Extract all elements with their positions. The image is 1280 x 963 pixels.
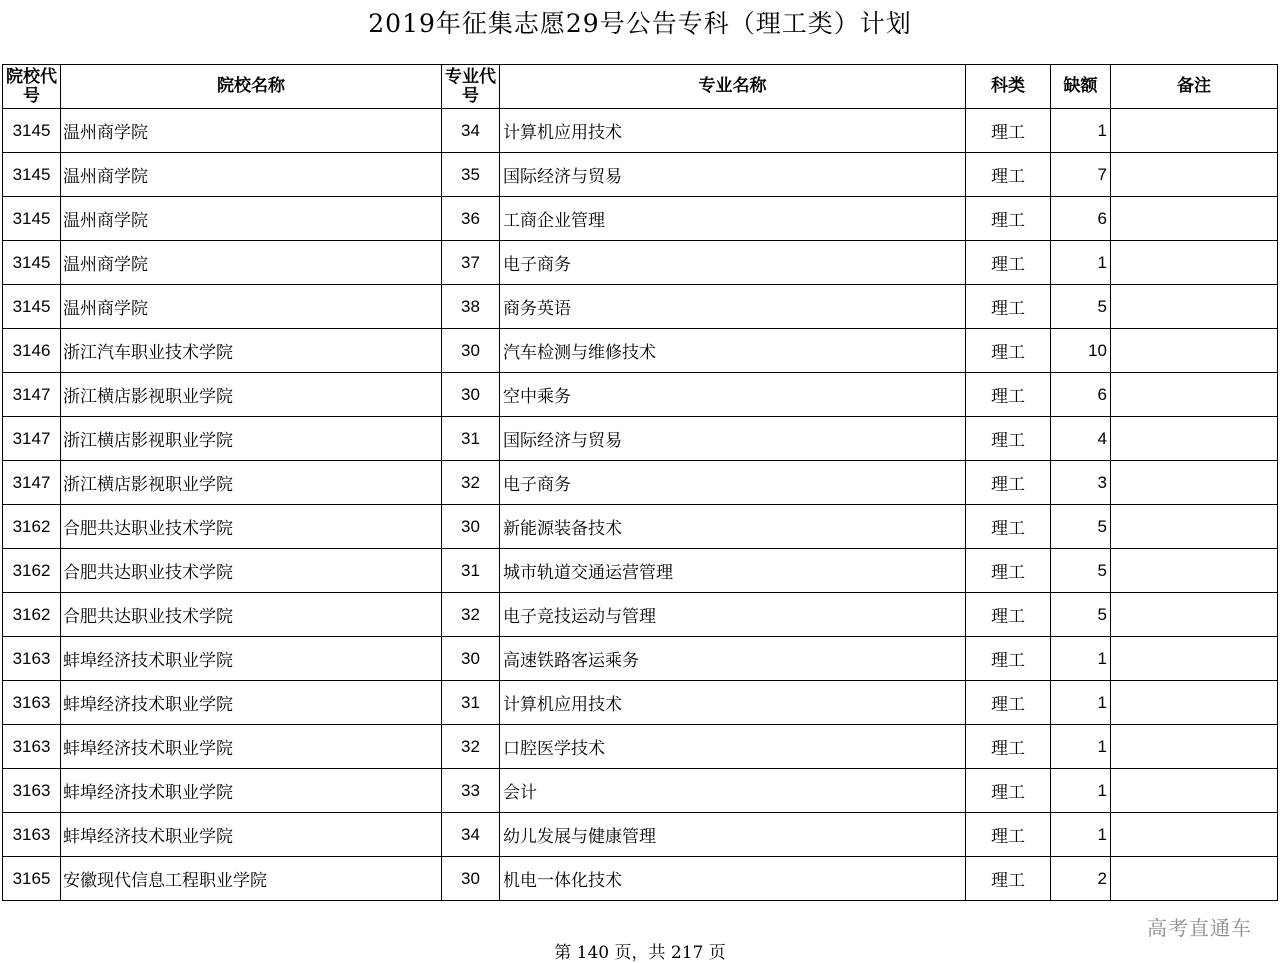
cell-school-name: 蚌埠经济技术职业学院: [61, 813, 442, 857]
cell-note: [1111, 725, 1278, 769]
cell-quota: 6: [1051, 197, 1111, 241]
cell-major-code: 30: [442, 329, 500, 373]
table-row: [3, 417, 1278, 461]
cell-quota: 1: [1051, 813, 1111, 857]
cell-school-code: 3147: [3, 461, 61, 505]
watermark-text: 高考直通车: [1147, 916, 1252, 940]
table-row: [3, 197, 1278, 241]
table-row: [3, 681, 1278, 725]
table-row: [3, 769, 1278, 813]
cell-school-code: 3147: [3, 417, 61, 461]
cell-major-code: 31: [442, 417, 500, 461]
cell-major-name: 电子商务: [500, 461, 966, 505]
cell-note: [1111, 549, 1278, 593]
cell-category: 理工: [966, 857, 1051, 901]
cell-major-name: 口腔医学技术: [500, 725, 966, 769]
cell-school-code: 3163: [3, 769, 61, 813]
cell-major-name: 城市轨道交通运营管理: [500, 549, 966, 593]
cell-school-name: 合肥共达职业技术学院: [61, 593, 442, 637]
cell-quota: 1: [1051, 637, 1111, 681]
cell-major-code: 33: [442, 769, 500, 813]
cell-note: [1111, 285, 1278, 329]
header-school-name: 院校名称: [61, 65, 442, 109]
cell-note: [1111, 637, 1278, 681]
cell-note: [1111, 329, 1278, 373]
table-row: [3, 329, 1278, 373]
cell-school-name: 蚌埠经济技术职业学院: [61, 681, 442, 725]
cell-school-name: 温州商学院: [61, 153, 442, 197]
cell-note: [1111, 417, 1278, 461]
cell-school-name: 合肥共达职业技术学院: [61, 549, 442, 593]
cell-major-code: 36: [442, 197, 500, 241]
cell-category: 理工: [966, 461, 1051, 505]
cell-note: [1111, 153, 1278, 197]
cell-category: 理工: [966, 241, 1051, 285]
cell-school-code: 3145: [3, 241, 61, 285]
table-row: [3, 505, 1278, 549]
cell-major-code: 30: [442, 505, 500, 549]
cell-major-code: 38: [442, 285, 500, 329]
table-row: [3, 593, 1278, 637]
cell-school-code: 3145: [3, 109, 61, 153]
cell-note: [1111, 109, 1278, 153]
table-row: [3, 285, 1278, 329]
cell-major-name: 会计: [500, 769, 966, 813]
cell-school-name: 温州商学院: [61, 285, 442, 329]
cell-major-code: 31: [442, 549, 500, 593]
table-row: [3, 109, 1278, 153]
cell-school-name: 浙江横店影视职业学院: [61, 373, 442, 417]
cell-major-code: 32: [442, 725, 500, 769]
table-header-row: [3, 65, 1278, 109]
page-title: 2019年征集志愿29号公告专科（理工类）计划: [368, 9, 912, 38]
cell-major-name: 新能源装备技术: [500, 505, 966, 549]
cell-school-name: 蚌埠经济技术职业学院: [61, 637, 442, 681]
cell-major-name: 计算机应用技术: [500, 681, 966, 725]
cell-school-code: 3145: [3, 197, 61, 241]
cell-category: 理工: [966, 681, 1051, 725]
cell-major-name: 工商企业管理: [500, 197, 966, 241]
cell-school-name: 合肥共达职业技术学院: [61, 505, 442, 549]
table-row: [3, 241, 1278, 285]
cell-category: 理工: [966, 637, 1051, 681]
cell-major-code: 31: [442, 681, 500, 725]
cell-note: [1111, 857, 1278, 901]
cell-school-name: 浙江汽车职业技术学院: [61, 329, 442, 373]
cell-major-name: 机电一体化技术: [500, 857, 966, 901]
header-quota: 缺额: [1051, 65, 1111, 109]
cell-quota: 3: [1051, 461, 1111, 505]
cell-major-name: 空中乘务: [500, 373, 966, 417]
table-row: [3, 549, 1278, 593]
cell-category: 理工: [966, 593, 1051, 637]
cell-major-name: 电子竞技运动与管理: [500, 593, 966, 637]
cell-major-name: 汽车检测与维修技术: [500, 329, 966, 373]
cell-school-name: 温州商学院: [61, 197, 442, 241]
cell-note: [1111, 769, 1278, 813]
table-row: [3, 373, 1278, 417]
cell-category: 理工: [966, 329, 1051, 373]
cell-school-code: 3163: [3, 813, 61, 857]
header-major-code: 专业代号: [442, 65, 500, 109]
cell-quota: 5: [1051, 505, 1111, 549]
cell-school-name: 蚌埠经济技术职业学院: [61, 769, 442, 813]
cell-quota: 5: [1051, 549, 1111, 593]
header-note: 备注: [1111, 65, 1278, 109]
cell-major-code: 34: [442, 813, 500, 857]
cell-note: [1111, 373, 1278, 417]
cell-quota: 10: [1051, 329, 1111, 373]
table-row: [3, 461, 1278, 505]
cell-note: [1111, 681, 1278, 725]
cell-major-code: 35: [442, 153, 500, 197]
plan-table: [2, 64, 1278, 901]
cell-school-code: 3145: [3, 153, 61, 197]
cell-major-name: 电子商务: [500, 241, 966, 285]
cell-major-code: 30: [442, 857, 500, 901]
cell-major-name: 计算机应用技术: [500, 109, 966, 153]
cell-major-name: 国际经济与贸易: [500, 153, 966, 197]
cell-quota: 1: [1051, 769, 1111, 813]
cell-school-code: 3162: [3, 549, 61, 593]
cell-school-code: 3162: [3, 593, 61, 637]
cell-major-code: 32: [442, 461, 500, 505]
cell-quota: 4: [1051, 417, 1111, 461]
table-row: [3, 857, 1278, 901]
cell-category: 理工: [966, 109, 1051, 153]
cell-category: 理工: [966, 197, 1051, 241]
cell-category: 理工: [966, 285, 1051, 329]
header-school-code: 院校代号: [3, 65, 61, 109]
cell-major-code: 30: [442, 373, 500, 417]
cell-school-code: 3163: [3, 725, 61, 769]
cell-quota: 7: [1051, 153, 1111, 197]
cell-quota: 1: [1051, 241, 1111, 285]
cell-school-code: 3145: [3, 285, 61, 329]
header-major-name: 专业名称: [500, 65, 966, 109]
cell-school-code: 3146: [3, 329, 61, 373]
cell-note: [1111, 593, 1278, 637]
cell-category: 理工: [966, 813, 1051, 857]
cell-quota: 1: [1051, 681, 1111, 725]
cell-note: [1111, 505, 1278, 549]
cell-category: 理工: [966, 153, 1051, 197]
table-row: [3, 725, 1278, 769]
header-category: 科类: [966, 65, 1051, 109]
cell-note: [1111, 461, 1278, 505]
cell-category: 理工: [966, 373, 1051, 417]
cell-quota: 2: [1051, 857, 1111, 901]
cell-major-name: 国际经济与贸易: [500, 417, 966, 461]
cell-category: 理工: [966, 505, 1051, 549]
cell-quota: 1: [1051, 109, 1111, 153]
cell-major-name: 幼儿发展与健康管理: [500, 813, 966, 857]
cell-quota: 1: [1051, 725, 1111, 769]
table-body: [3, 109, 1278, 901]
cell-major-name: 商务英语: [500, 285, 966, 329]
cell-school-code: 3162: [3, 505, 61, 549]
cell-school-name: 浙江横店影视职业学院: [61, 461, 442, 505]
cell-school-code: 3163: [3, 681, 61, 725]
table-row: [3, 813, 1278, 857]
cell-major-name: 高速铁路客运乘务: [500, 637, 966, 681]
cell-major-code: 37: [442, 241, 500, 285]
cell-quota: 5: [1051, 285, 1111, 329]
cell-category: 理工: [966, 549, 1051, 593]
cell-category: 理工: [966, 769, 1051, 813]
cell-note: [1111, 241, 1278, 285]
cell-school-code: 3147: [3, 373, 61, 417]
cell-quota: 6: [1051, 373, 1111, 417]
cell-major-code: 30: [442, 637, 500, 681]
cell-quota: 5: [1051, 593, 1111, 637]
cell-category: 理工: [966, 725, 1051, 769]
cell-category: 理工: [966, 417, 1051, 461]
cell-school-name: 蚌埠经济技术职业学院: [61, 725, 442, 769]
cell-school-name: 温州商学院: [61, 241, 442, 285]
cell-major-code: 32: [442, 593, 500, 637]
cell-note: [1111, 813, 1278, 857]
cell-note: [1111, 197, 1278, 241]
cell-school-name: 浙江横店影视职业学院: [61, 417, 442, 461]
page-footer: 第 140 页，共 217 页: [554, 943, 726, 963]
cell-school-code: 3165: [3, 857, 61, 901]
cell-major-code: 34: [442, 109, 500, 153]
table-row: [3, 153, 1278, 197]
cell-school-name: 温州商学院: [61, 109, 442, 153]
cell-school-code: 3163: [3, 637, 61, 681]
table-row: [3, 637, 1278, 681]
cell-school-name: 安徽现代信息工程职业学院: [61, 857, 442, 901]
